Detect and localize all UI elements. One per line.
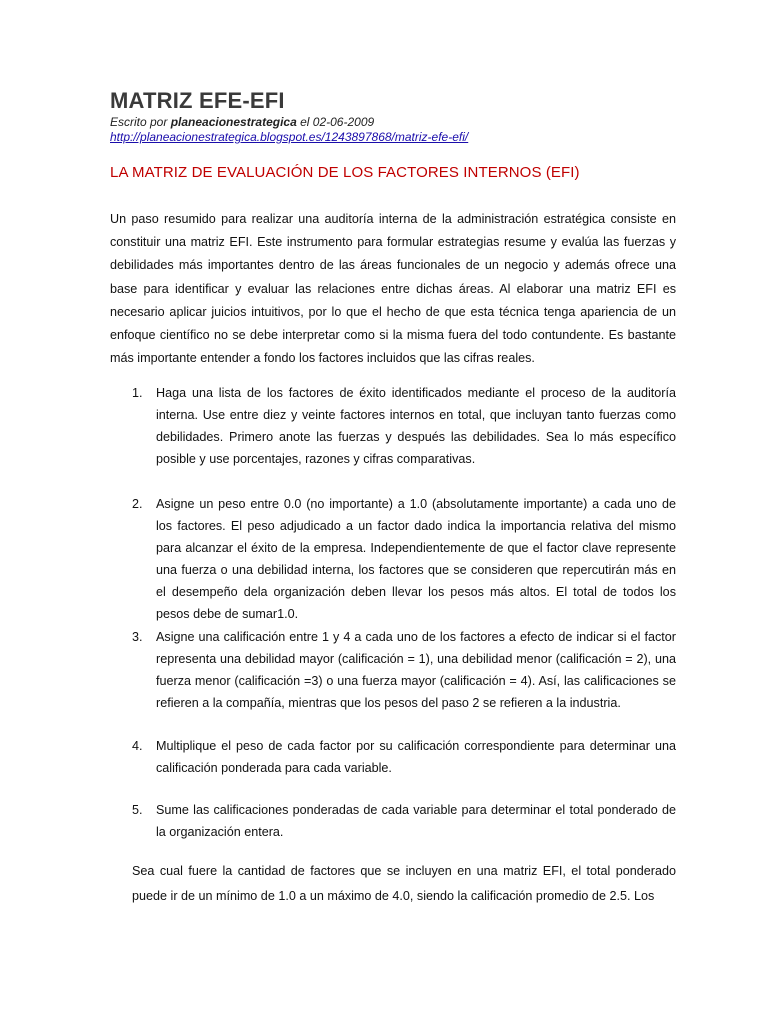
step-text: Asigne una calificación entre 1 y 4 a cada uno de los factores a efecto de indicar si el factor representa una debilidad mayor (calificación = 1), una debilidad menor (calificación = 2), una fuerza menor (calificación =3) o una fuerza mayor (calificación = 4). Así, las calificaciones se refieren a la compañía, mientras que los pesos del paso 2 se refieren a la industria. (156, 630, 676, 710)
step-text: Sume las calificaciones ponderadas de cada variable para determinar el total ponderado de la organización entera. (156, 803, 676, 839)
step-number: 3. (132, 630, 143, 644)
step-number: 1. (132, 386, 143, 400)
intro-paragraph: Un paso resumido para realizar una auditoría interna de la administración estratégica consiste en constituir una matriz EFI. Este instrumento para formular estrategias resume y evalúa las fuerzas y debilidades más importantes dentro de las áreas funcionales de un negocio y además ofrece una base para identificar y evaluar las relaciones entre dichas áreas. Al elaborar una matriz EFI es necesario aplicar juicios intuitivos, por lo que el hecho de que esta técnica tenga apariencia de un enfoque científico no se debe interpretar como si la misma fuera del todo contundente. Es bastante más importante entender a fondo los factores incluidos que las cifras reales. (110, 212, 676, 366)
step-text: Haga una lista de los factores de éxito identificados mediante el proceso de la auditoría interna. Use entre diez y veinte factores internos en total, que incluyan tanto fuerzas como debilidades. Primero anote las fuerzas y después las debilidades. Sea lo más específico posible y use porcentajes, razones y cifras comparativas. (156, 386, 676, 466)
byline-author: planeacionestrategica (170, 115, 297, 129)
closing-paragraph: Sea cual fuere la cantidad de factores que se incluyen en una matriz EFI, el total ponderado puede ir de un mínimo de 1.0 a un máximo de 4.0, siendo la calificación promedio de 2.5. Los (132, 864, 676, 903)
source-link[interactable]: http://planeacionestrategica.blogspot.es/1243897868/matriz-efe-efi/ (110, 130, 469, 144)
document-title: MATRIZ EFE-EFI (110, 88, 285, 113)
byline (110, 115, 374, 129)
step-number: 2. (132, 497, 143, 511)
step-number: 4. (132, 739, 143, 753)
step-text: Multiplique el peso de cada factor por su calificación correspondiente para determinar una calificación ponderada para cada variable. (156, 739, 676, 775)
step-number: 5. (132, 803, 143, 817)
section-heading: LA MATRIZ DE EVALUACIÓN DE LOS FACTORES INTERNOS (EFI) (110, 164, 580, 181)
byline-prefix: Escrito por (110, 115, 168, 129)
step-text: Asigne un peso entre 0.0 (no importante) a 1.0 (absolutamente importante) a cada uno de los factores. El peso adjudicado a un factor dado indica la importancia relativa del mismo para alcanzar el éxito de la empresa. Independientemente de que el factor clave represente una fuerza o una debilidad interna, los factores que se consideren que repercutirán más en el desempeño dela organización deben llevar los pesos más altos. El total de todos los pesos debe de sumar1.0. (156, 497, 676, 621)
byline-date: el 02-06-2009 (300, 115, 375, 129)
